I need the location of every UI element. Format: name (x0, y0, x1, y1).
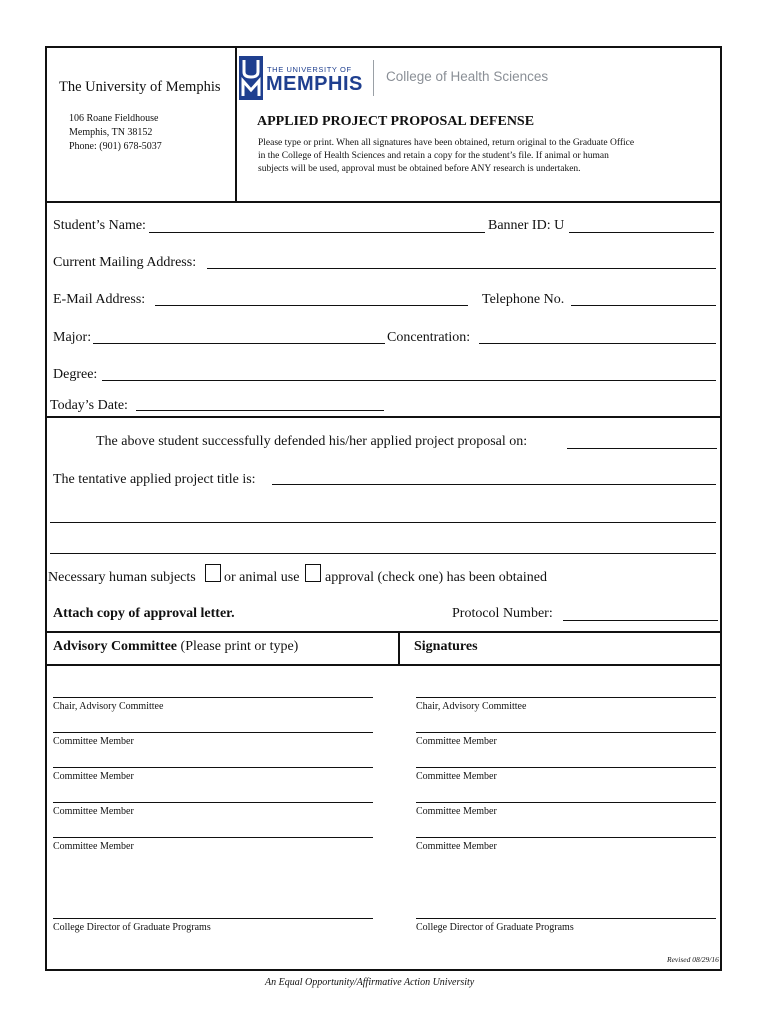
subjects-text-animal: or animal use (224, 570, 300, 585)
form-title: APPLIED PROJECT PROPOSAL DEFENSE (257, 114, 535, 129)
chair-name-field[interactable] (53, 697, 373, 698)
instructions-line-1: Please type or print. When all signatures have been obtained, return original to the Graduate Office (258, 138, 635, 148)
defense-section-rule (45, 631, 722, 633)
member4-name-field[interactable] (53, 837, 373, 838)
telephone-label: Telephone No. (482, 292, 565, 307)
member4-signature-field[interactable] (416, 837, 716, 838)
chair-name-caption: Chair, Advisory Committee (53, 701, 164, 712)
header-bottom-rule (45, 201, 722, 203)
major-label: Major: (53, 330, 92, 345)
member2-signature-field[interactable] (416, 767, 716, 768)
instructions (258, 137, 718, 176)
project-title-field-1[interactable] (272, 484, 716, 485)
banner-id-field[interactable] (569, 232, 714, 233)
degree-label: Degree: (53, 367, 98, 382)
chair-signature-caption: Chair, Advisory Committee (416, 701, 527, 712)
concentration-label: Concentration: (387, 330, 471, 345)
signatures-header: Signatures (414, 639, 478, 654)
attach-letter-note: Attach copy of approval letter. (53, 606, 235, 621)
committee-header-rule (45, 664, 722, 666)
director-name-caption: College Director of Graduate Programs (53, 922, 211, 933)
logo-separator (373, 60, 374, 96)
director-signature-caption: College Director of Graduate Programs (416, 922, 574, 933)
address-line2: Memphis, TN 38152 (69, 127, 153, 138)
member2-name-caption: Committee Member (53, 771, 134, 782)
subjects-text-human: Necessary human subjects (48, 570, 196, 585)
protocol-number-label: Protocol Number: (452, 606, 553, 621)
member3-signature-caption: Committee Member (416, 806, 497, 817)
committee-divider (398, 631, 400, 665)
mailing-address-field[interactable] (207, 268, 716, 269)
member2-signature-caption: Committee Member (416, 771, 497, 782)
major-field[interactable] (93, 343, 385, 344)
human-subjects-checkbox[interactable] (205, 564, 221, 582)
member2-name-field[interactable] (53, 767, 373, 768)
protocol-number-field[interactable] (563, 620, 718, 621)
advisory-committee-header (53, 639, 298, 655)
todays-date-label: Today’s Date: (50, 398, 128, 413)
member3-signature-field[interactable] (416, 802, 716, 803)
advisory-committee-hint: (Please print or type) (177, 639, 299, 654)
project-title-field-2[interactable] (50, 522, 716, 523)
mailing-address-label: Current Mailing Address: (53, 255, 197, 270)
member1-signature-caption: Committee Member (416, 736, 497, 747)
student-name-label: Student’s Name: (53, 218, 146, 233)
member1-name-caption: Committee Member (53, 736, 134, 747)
animal-use-checkbox[interactable] (305, 564, 321, 582)
phone-number: Phone: (901) 678-5037 (69, 141, 162, 152)
advisory-committee-title: Advisory Committee (53, 639, 178, 654)
defended-statement: The above student successfully defended his/her applied project proposal on: (96, 434, 528, 449)
form-frame (45, 46, 722, 971)
email-field[interactable] (155, 305, 468, 306)
college-name: College of Health Sciences (386, 69, 549, 84)
director-signature-field[interactable] (416, 918, 716, 919)
member3-name-caption: Committee Member (53, 806, 134, 817)
defense-date-field[interactable] (567, 448, 717, 449)
member1-signature-field[interactable] (416, 732, 716, 733)
member1-name-field[interactable] (53, 732, 373, 733)
project-title-label: The tentative applied project title is: (53, 472, 256, 487)
director-name-field[interactable] (53, 918, 373, 919)
subjects-text-approval: approval (check one) has been obtained (325, 570, 547, 585)
student-section-rule (45, 416, 722, 418)
revised-date: Revised 08/29/16 (667, 955, 719, 964)
chair-signature-field[interactable] (416, 697, 716, 698)
degree-field[interactable] (102, 380, 716, 381)
header-divider (235, 46, 237, 202)
equal-opportunity-tagline: An Equal Opportunity/Affirmative Action University (265, 977, 475, 988)
university-logo (239, 56, 369, 102)
concentration-field[interactable] (479, 343, 716, 344)
banner-id-label: Banner ID: U (488, 218, 565, 233)
university-name: The University of Memphis (59, 79, 221, 95)
member4-signature-caption: Committee Member (416, 841, 497, 852)
logo-main-text: MEMPHIS (266, 73, 363, 95)
logo-top-text: THE UNIVERSITY OF (267, 65, 352, 74)
member3-name-field[interactable] (53, 802, 373, 803)
um-logo-mark-icon (239, 56, 263, 100)
project-title-field-3[interactable] (50, 553, 716, 554)
instructions-line-2: in the College of Health Sciences and retain a copy for the student’s file. If animal or human (258, 151, 609, 161)
instructions-line-3: subjects will be used, approval must be obtained before ANY research is undertaken. (258, 164, 581, 174)
member4-name-caption: Committee Member (53, 841, 134, 852)
telephone-field[interactable] (571, 305, 716, 306)
address-line1: 106 Roane Fieldhouse (69, 113, 159, 124)
student-name-field[interactable] (149, 232, 485, 233)
email-label: E-Mail Address: (53, 292, 146, 307)
todays-date-field[interactable] (136, 410, 384, 411)
